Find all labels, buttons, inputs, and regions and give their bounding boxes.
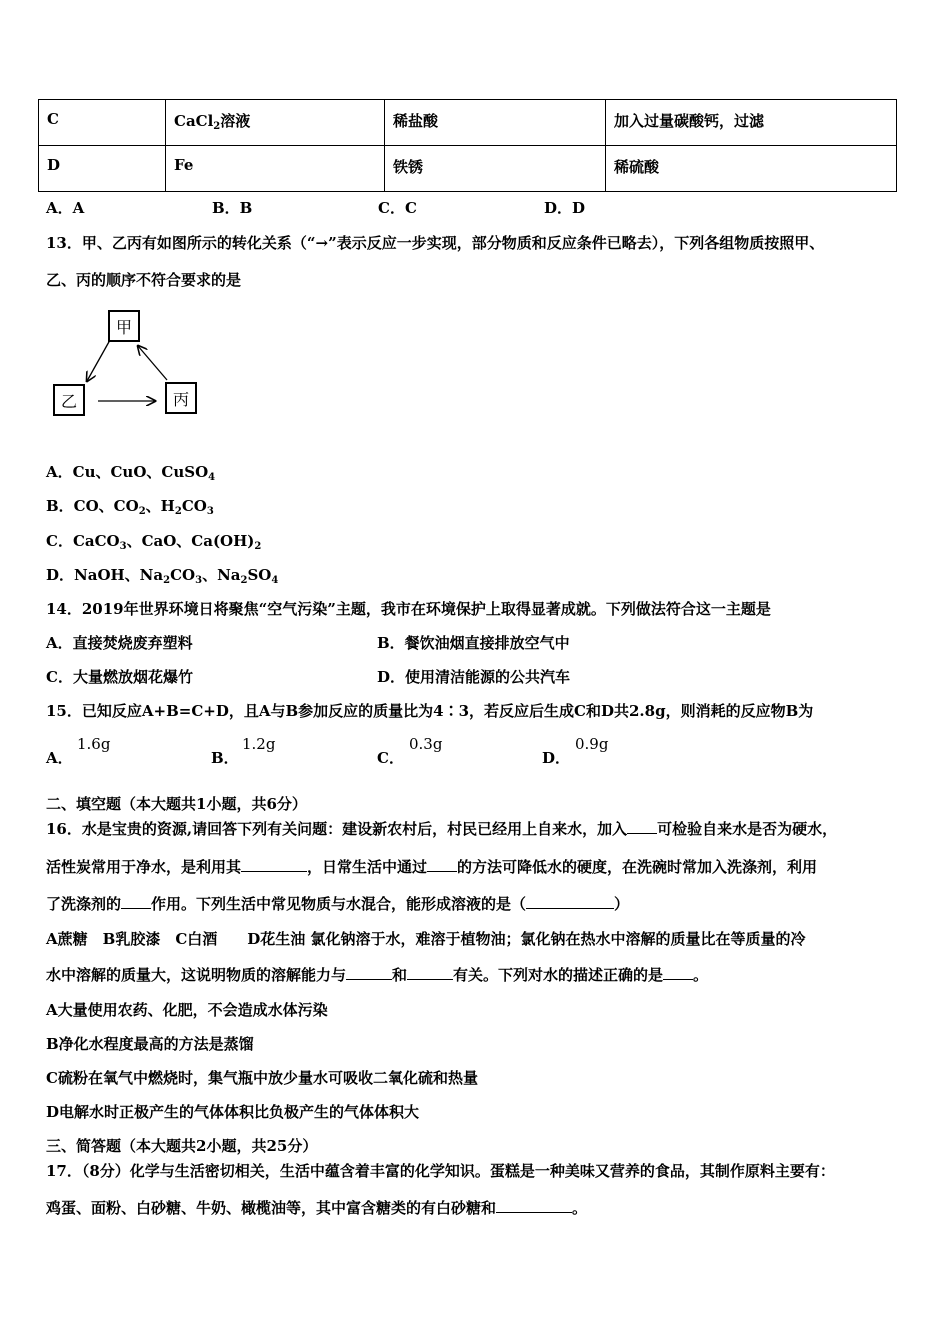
node-yi: 乙 [53,384,85,416]
row-impurity: 铁锈 [385,146,606,192]
q13-stem-line2: 乙、丙的顺序不符合要求的是 [46,271,242,289]
q15-letter-a: A． [46,749,73,767]
node-jia: 甲 [108,310,140,342]
answer-blank[interactable] [663,965,693,980]
option-a: A．A [46,199,85,217]
answer-blank[interactable] [427,857,457,872]
row-letter: C [39,100,166,146]
section-3-heading: 三、简答题（本大题共2小题，共25分） [46,1137,318,1155]
row-method: 稀硫酸 [606,146,897,192]
q16-line1: 16．水是宝贵的资源,请回答下列有关问题：建设新农村后，村民已经用上自来水，加入 可检验自来水是否为硬水， [46,820,838,838]
answer-blank[interactable] [241,857,307,872]
q13-option-a: A．Cu、CuO、CuSO$_4$ [46,463,216,483]
q16-line3: 了洗涤剂的 作用。下列生活中常见物质与水混合，能形成溶液的是（ ） [46,895,630,913]
q17-line1: 17．（8分）化学与生活密切相关，生活中蕴含着丰富的化学知识。蛋糕是一种美味又营养的食品，其制作原料主要有： [46,1162,835,1180]
q15-value-b: 1.2g [242,735,276,753]
answer-blank[interactable] [121,894,151,909]
q14-option-b: B．餐饮油烟直接排放空气中 [377,634,570,652]
q14-option-a: A．直接焚烧废弃塑料 [46,634,193,652]
node-bing: 丙 [165,382,197,414]
q15-value-c: 0.3g [409,735,443,753]
q16-choice-b: B净化水程度最高的方法是蒸馏 [46,1035,254,1053]
arrow-bing-to-jia [138,346,167,380]
q14-option-d: D．使用清洁能源的公共汽车 [377,668,571,686]
subscript: 2 [213,121,221,132]
q15-letter-d: D． [542,749,571,767]
option-d: D．D [544,199,586,217]
substance-text: Fe [174,156,194,174]
option-c: C．C [378,199,417,217]
q14-stem: 14．2019年世界环境日将聚焦“空气污染”主题，我市在环境保护上取得显著成就。下列做法符合这一主题是 [46,600,771,618]
row-method: 加入过量碳酸钙，过滤 [606,100,897,146]
q16-choice-d: D电解水时正极产生的气体体积比负极产生的气体体积大 [46,1103,420,1121]
row-impurity: 稀盐酸 [385,100,606,146]
substance-suffix: 溶液 [220,112,251,130]
q17-line2: 鸡蛋、面粉、白砂糖、牛奶、橄榄油等，其中富含糖类的有白砂糖和 。 [46,1199,588,1217]
diagram-arrows [0,0,260,430]
q16-line2: 活性炭常用于净水，是利用其 ，日常生活中通过 的方法可降低水的硬度，在洗碗时常加入洗涤剂，利用 [46,858,818,876]
q13-option-b: B．CO、$CO_2$、$H_2CO_3$ [46,497,214,517]
substance-text: CaCl [174,112,214,130]
answer-blank[interactable] [407,965,453,980]
arrow-jia-to-yi [87,340,110,381]
answer-blank[interactable] [627,819,657,834]
answer-blank[interactable] [346,965,392,980]
q13-option-c: C．CaCO$_3$、CaO、$Ca(OH)_2$ [46,532,262,552]
q16-line4: A蔗糖 B乳胶漆 C白酒 D花生油 氯化钠溶于水，难溶于植物油；氯化钠在热水中溶解的质量比在等质量的冷 [46,930,806,948]
q15-letter-b: B． [211,749,239,767]
q14-option-c: C．大量燃放烟花爆竹 [46,668,193,686]
answer-blank[interactable] [526,894,614,909]
row-letter: D [39,146,166,192]
q15-stem: 15．已知反应A+B=C+D，且A与B参加反应的质量比为4∶3，若反应后生成C和D共2.8g，则消耗的反应物B为 [46,702,814,720]
section-2-heading: 二、填空题（本大题共1小题，共6分） [46,795,307,813]
q15-value-a: 1.6g [77,735,111,753]
q13-option-d: D．NaOH、$Na_2CO_3$、$Na_2SO_4$ [46,566,279,586]
option-b: B．B [212,199,253,217]
q16-choice-a: A大量使用农药、化肥，不会造成水体污染 [46,1001,328,1019]
q16-choice-c: C硫粉在氧气中燃烧时，集气瓶中放少量水可吸收二氧化硫和热量 [46,1069,478,1087]
q16-line5: 水中溶解的质量大，这说明物质的溶解能力与 和 有关。下列对水的描述正确的是 。 [46,966,709,984]
q15-letter-c: C． [377,749,404,767]
q15-value-d: 0.9g [575,735,609,753]
answer-blank[interactable] [496,1198,572,1213]
q13-stem-line1: 13．甲、乙丙有如图所示的转化关系（“→”表示反应一步实现，部分物质和反应条件已略去），下列各组物质按照甲、 [46,234,825,252]
